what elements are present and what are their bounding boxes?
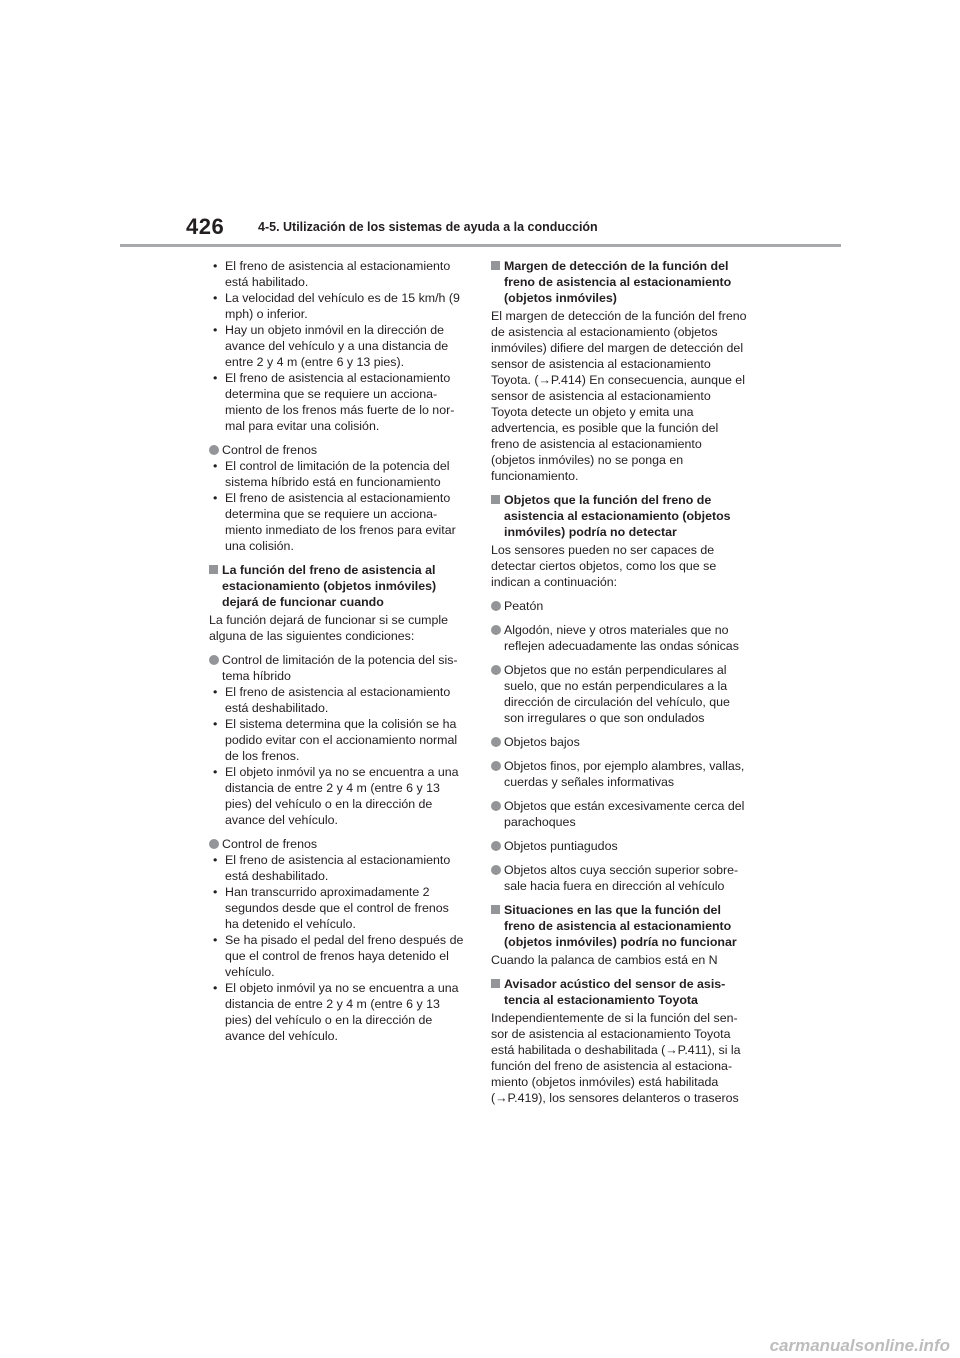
buzzer-section-heading [491,976,747,1008]
buzzer-section-body: Independientemente de si la función del sensor de asistencia al estacionamiento Toyota está habilitada o deshabilitada (→P.411), si la función del freno de asistencia al estacionamiento (objetos inmóviles) está habilitada (→P.419), los sensores delanteros o traseros [491,1011,741,1105]
margin-section-heading-text: Margen de detección de la función del freno de asistencia al estacionamiento (objetos inmóviles) [504,259,732,305]
list-item: • El sistema determina que la colisión se ha podido evitar con el accionamiento normal de los frenos. [209,716,465,764]
circle-bullet-icon [491,625,501,635]
square-bullet-icon [491,979,500,988]
list-item: • Han transcurrido aproximadamente 2 segundos desde que el control de frenos ha detenido el vehículo. [209,884,465,932]
stop-brake-control-bullets [209,852,465,1044]
brake-control-title: Control de frenos [222,443,318,457]
undetected-section-heading-text: Objetos que la función del freno de asistencia al estacionamiento (objetos inmóviles) podría no detectar [504,493,731,539]
undetected-item-text: Algodón, nieve y otros materiales que no reflejen adecuadamente las ondas sónicas [504,623,739,653]
list-item: • El freno de asistencia al estacionamiento determina que se requiere un accionamiento inmediato de los frenos para evitar una colisión. [209,490,465,554]
undetected-section-intro: Los sensores pueden no ser capaces de detectar ciertos objetos, como los que se indican a continuación: [491,543,717,589]
circle-bullet-icon [491,761,501,771]
not-working-section-heading-text: Situaciones en las que la función del freno de asistencia al estacionamiento (objetos inmóviles) podría no funcionar [504,903,737,949]
list-item: • El freno de asistencia al estacionamiento determina que se requiere un accionamiento de los frenos más fuerte de lo normal para evitar una colisión. [209,370,465,434]
stop-brake-control-item [209,836,465,852]
buzzer-section-heading-text: Avisador acústico del sensor de asistencia al estacionamiento Toyota [504,977,726,1007]
watermark: carmanualsonline.info [769,1336,950,1355]
undetected-item-text: Objetos que están excesivamente cerca del parachoques [504,799,745,829]
list-item: • El freno de asistencia al estacionamiento está deshabilitado. [209,684,465,716]
undetected-item [491,758,747,790]
page-number: 426 [186,214,225,239]
circle-bullet-icon [491,841,501,851]
power-limit-title: Control de limitación de la potencia del sistema híbrido [222,653,458,683]
undetected-item [491,662,747,726]
undetected-item [491,862,747,894]
left-column [209,258,465,1052]
circle-bullet-icon [491,665,501,675]
stop-section-heading-text: La función del freno de asistencia al estacionamiento (objetos inmóviles) dejará de funcionar cuando [222,563,437,609]
circle-bullet-icon [209,445,219,455]
undetected-item [491,798,747,830]
square-bullet-icon [491,495,500,504]
circle-bullet-icon [491,601,501,611]
list-item: • Hay un objeto inmóvil en la dirección de avance del vehículo y a una distancia de entre 2 y 4 m (entre 6 y 13 pies). [209,322,465,370]
undetected-item-text: Objetos finos, por ejemplo alambres, vallas, cuerdas y señales informativas [504,759,745,789]
margin-section-heading [491,258,747,306]
not-working-section-body: Cuando la palanca de cambios está en N [491,953,718,967]
stop-section-intro: La función dejará de funcionar si se cumple alguna de las siguientes condiciones: [209,613,449,643]
power-limit-bullets [209,684,465,828]
list-item: • El control de limitación de la potencia del sistema híbrido está en funcionamiento [209,458,465,490]
circle-bullet-icon [491,865,501,875]
stop-section-heading [209,562,465,610]
power-limit-item [209,652,465,684]
brake-control-item [209,442,465,458]
circle-bullet-icon [491,801,501,811]
undetected-item-text: Objetos puntiagudos [504,839,618,853]
margin-section-body: El margen de detección de la función del freno de asistencia al estacionamiento (objetos inmóviles) difiere del margen de detección del sensor de asistencia al estacionamiento Toyota. (→P.414) En consecuencia, aunque el sensor de asistencia al estacionamiento Toyota detecte un objeto y emita una advertencia, es posible que la función del freno de asistencia al estacionamiento (objetos inmóviles) no se ponga en funcionamiento. [491,309,747,483]
list-item: • El freno de asistencia al estacionamiento está deshabilitado. [209,852,465,884]
undetected-item [491,838,747,854]
section-title: 4-5. Utilización de los sistemas de ayuda a la conducción [258,220,598,234]
circle-bullet-icon [491,737,501,747]
header-rule [120,244,841,247]
not-working-section-heading [491,902,747,950]
intro-bullet-list [209,258,465,434]
right-column [491,258,747,1108]
undetected-section-heading [491,492,747,540]
brake-control-bullets [209,458,465,554]
undetected-item-text: Objetos altos cuya sección superior sobresale hacia fuera en dirección al vehículo [504,863,739,893]
square-bullet-icon [209,565,218,574]
undetected-item-text: Objetos bajos [504,735,580,749]
list-item: • El objeto inmóvil ya no se encuentra a una distancia de entre 2 y 4 m (entre 6 y 13 pies) del vehículo o en la dirección de avance del vehículo. [209,980,465,1044]
list-item: • Se ha pisado el pedal del freno después de que el control de frenos haya detenido el vehículo. [209,932,465,980]
list-item: • El freno de asistencia al estacionamiento está habilitado. [209,258,465,290]
undetected-item-text: Objetos que no están perpendiculares al suelo, que no están perpendiculares a la dirección de circulación del vehículo, que son irregulares o que son ondulados [504,663,730,725]
undetected-item [491,734,747,750]
square-bullet-icon [491,261,500,270]
square-bullet-icon [491,905,500,914]
circle-bullet-icon [209,655,219,665]
circle-bullet-icon [209,839,219,849]
stop-brake-control-title: Control de frenos [222,837,318,851]
undetected-item [491,598,747,614]
undetected-item [491,622,747,654]
list-item: • El objeto inmóvil ya no se encuentra a una distancia de entre 2 y 4 m (entre 6 y 13 pies) del vehículo o en la dirección de avance del vehículo. [209,764,465,828]
undetected-item-text: Peatón [504,599,544,613]
list-item: • La velocidad del vehículo es de 15 km/h (9 mph) o inferior. [209,290,465,322]
